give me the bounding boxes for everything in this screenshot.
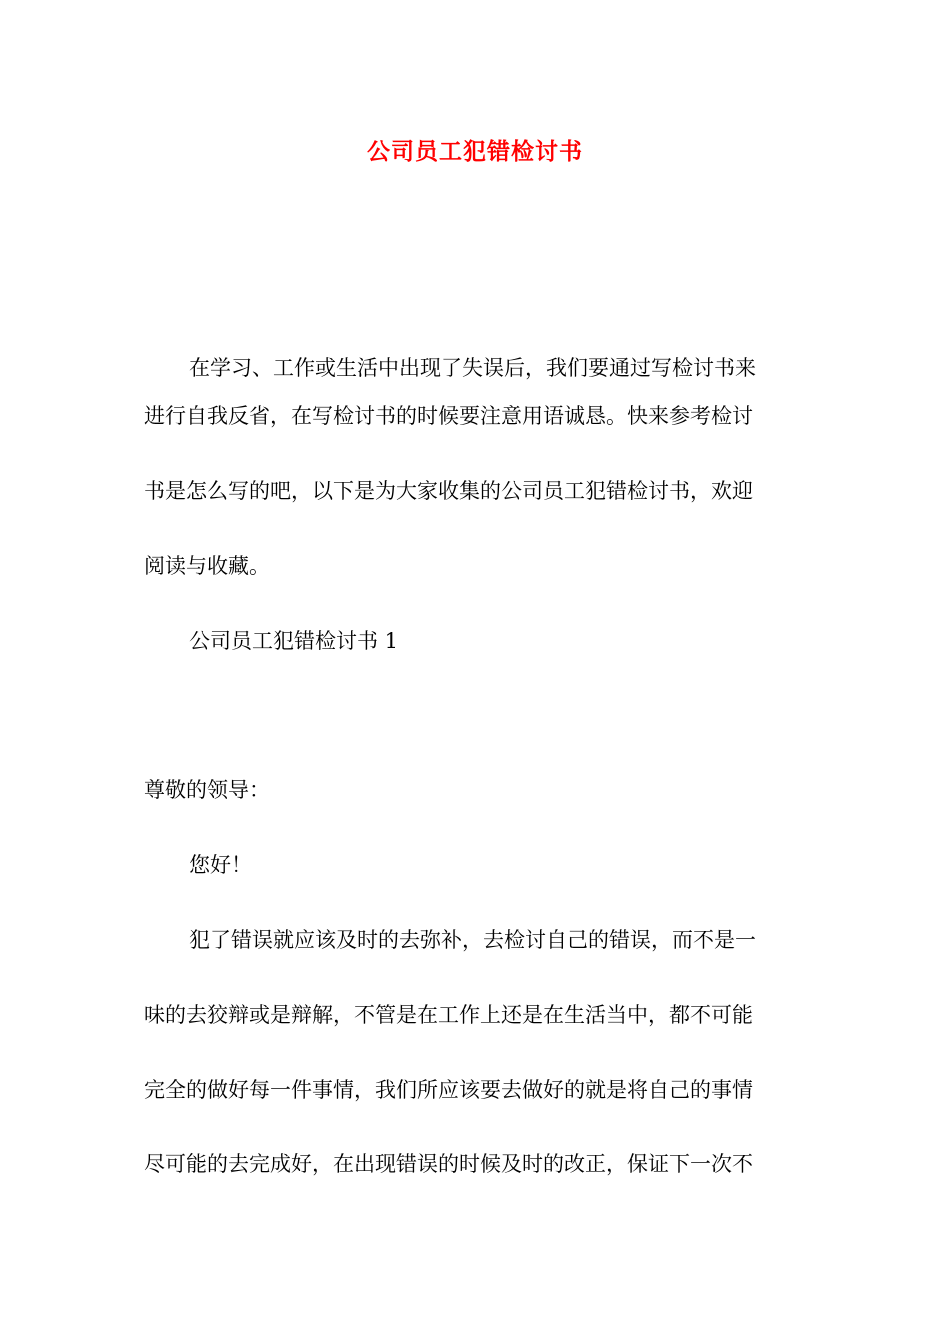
- greeting: 您好！: [189, 853, 252, 877]
- body-line-3: 完全的做好每一件事情，我们所应该要去做好的就是将自己的事情: [144, 1078, 753, 1102]
- salutation: 尊敬的领导：: [144, 778, 270, 802]
- body-line-1: 犯了错误就应该及时的去弥补，去检讨自己的错误，而不是一: [189, 928, 756, 952]
- intro-line-3: 书是怎么写的吧，以下是为大家收集的公司员工犯错检讨书，欢迎: [144, 479, 753, 503]
- body-line-4: 尽可能的去完成好，在出现错误的时候及时的改正，保证下一次不: [144, 1152, 753, 1176]
- intro-line-1: 在学习、工作或生活中出现了失误后，我们要通过写检讨书来: [189, 356, 756, 380]
- body-line-2: 味的去狡辩或是辩解，不管是在工作上还是在生活当中，都不可能: [144, 1003, 753, 1027]
- document-title: 公司员工犯错检讨书: [367, 138, 583, 165]
- intro-line-2: 进行自我反省，在写检讨书的时候要注意用语诚恳。快来参考检讨: [144, 404, 753, 428]
- section-heading: 公司员工犯错检讨书 1: [189, 629, 399, 653]
- intro-line-4: 阅读与收藏。: [144, 554, 270, 578]
